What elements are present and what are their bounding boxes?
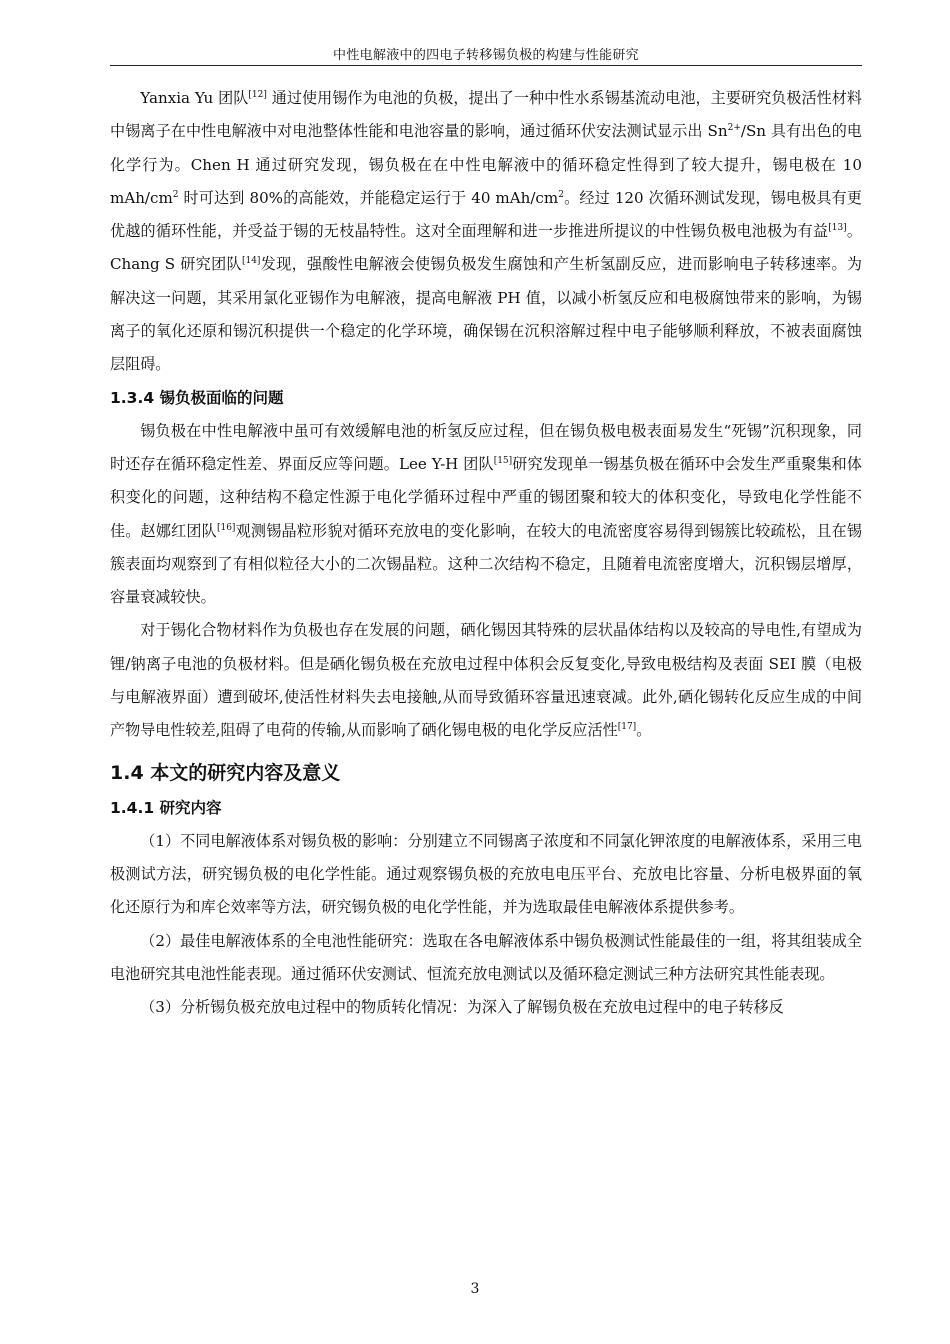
section-heading-1-4-1: 1.4.1 研究内容 bbox=[110, 798, 222, 817]
paragraph-tin-selenide: 对于锡化合物材料作为负极也存在发展的问题，硒化锡因其特殊的层状晶体结构以及较高的导电性,有望成为锂/钠离子电池的负极材料。但是硒化锡负极在充放电过程中体积会反复变化,导致电极结构及表面 SEI 膜（电极与电解液界面）遭到破坏,使活性材料失去电接触,从而导致循环容量迅速衰减。此外,硒化锡转化反应生成的中间产物导电性较差,阻碍了电荷的传输,从而影响了硒化锡电极的电化学反应活性[17]。 bbox=[110, 621, 862, 740]
section-heading-1-3-4: 1.3.4 锡负极面临的问题 bbox=[110, 388, 284, 407]
paragraph-tin-problems: 锡负极在中性电解液中虽可有效缓解电池的析氢反应过程，但在锡负极电极表面易发生“死锡”沉积现象，同时还存在循环稳定性差、界面反应等问题。Lee Y-H 团队[15]研究发现单一锡基负极在循环中会发生严重聚集和体积变化的问题，这种结构不稳定性源于电化学循环过程中严重的锡团聚和较大的体积变化，导致电化学性能不佳。赵娜红团队[16]观测锡晶粒形貌对循环充放电的变化影响，在较大的电流密度容易得到锡簇比较疏松，且在锡簇表面均观察到了有相似粒径大小的二次锡晶粒。这种二次结构不稳定，且随着电流密度增大，沉积锡层增厚，容量衰减较快。 bbox=[110, 421, 862, 607]
paragraph-yanxia-yu: Yanxia Yu 团队[12] 通过使用锡作为电池的负极，提出了一种中性水系锡基流动电池，主要研究负极活性材料中锡离子在中性电解液中对电池整体性能和电池容量的影响，通过循环伏安法测试显示出 $Sn^{2+}/Sn$ 具有出色的电化学行为。Chen H 通过研究发现，锡负极在在中性电解液中的循环稳定性得到了较大提升，锡电极在 10 mAh/$cm^2$ 时可达到 80%的高能效，并能稳定运行于 40 mAh/$cm^2$。经过 120 次循环测试发现，锡电极具有更优越的循环性能，并受益于锡的无枝晶特性。这对全面理解和进一步推进所提议的中性锡负极电池极为有益[13]。Chang S 研究团队[14]发现，强酸性电解液会使锡负极发生腐蚀和产生析氢副反应，进而影响电子转移速率。为解决这一问题，其采用氯化亚锡作为电解液，提高电解液 PH 值，以减小析氢反应和电极腐蚀带来的影响，为锡离子的氧化还原和锡沉积提供一个稳定的化学环境，确保锡在沉积溶解过程中电子能够顺利释放，不被表面腐蚀层阻碍。 bbox=[110, 89, 863, 374]
header-rule bbox=[110, 65, 862, 66]
page-number: 3 bbox=[470, 1281, 480, 1297]
page-body bbox=[110, 82, 862, 1024]
running-header: 中性电解液中的四电子转移锡负极的构建与性能研究 bbox=[333, 48, 639, 63]
paragraph-content-2: （2）最佳电解液体系的全电池性能研究：选取在各电解液体系中锡负极测试性能最佳的一组，将其组装成全电池研究其电池性能表现。通过循环伏安测试、恒流充放电测试以及循环稳定测试三种方法研究其性能表现。 bbox=[110, 931, 862, 983]
paragraph-content-1: （1）不同电解液体系对锡负极的影响：分别建立不同锡离子浓度和不同氯化钾浓度的电解液体系，采用三电极测试方法，研究锡负极的电化学性能。通过观察锡负极的充放电电压平台、充放电比容量、分析电极界面的氧化还原行为和库仑效率等方法，研究锡负极的电化学性能，并为选取最佳电解液体系提供参考。 bbox=[110, 831, 862, 917]
section-heading-1-4: 1.4 本文的研究内容及意义 bbox=[110, 761, 341, 784]
paragraph-content-3: （3）分析锡负极充放电过程中的物质转化情况：为深入了解锡负极在充放电过程中的电子转移反 bbox=[140, 998, 784, 1017]
